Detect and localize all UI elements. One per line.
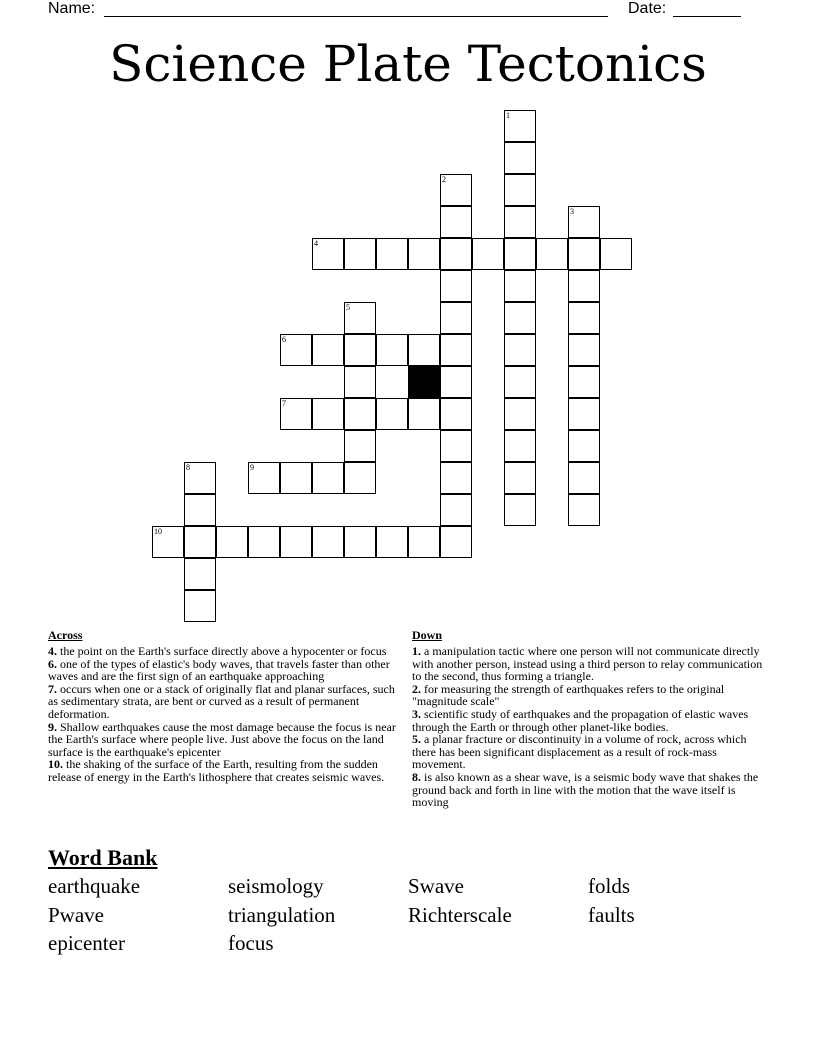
crossword-cell[interactable] xyxy=(504,398,536,430)
across-heading: Across xyxy=(48,628,83,642)
across-clue xyxy=(48,658,400,683)
crossword-cell[interactable] xyxy=(440,238,472,270)
crossword-cell[interactable] xyxy=(568,206,600,238)
clue-number-label: 10. xyxy=(48,757,63,772)
crossword-cell[interactable] xyxy=(504,206,536,238)
crossword-cell[interactable] xyxy=(536,238,568,270)
crossword-cell[interactable] xyxy=(568,494,600,526)
crossword-cell[interactable] xyxy=(504,366,536,398)
crossword-cell[interactable] xyxy=(280,398,312,430)
crossword-cell[interactable] xyxy=(280,526,312,558)
crossword-cell[interactable] xyxy=(312,462,344,494)
crossword-cell[interactable] xyxy=(408,526,440,558)
word-bank-word: Swave xyxy=(408,874,464,898)
crossword-cell[interactable] xyxy=(504,238,536,270)
crossword-cell[interactable] xyxy=(504,174,536,206)
word-bank-word: earthquake xyxy=(48,874,141,898)
crossword-cell[interactable] xyxy=(408,398,440,430)
date-label: Date: xyxy=(628,0,667,17)
crossword-cell[interactable] xyxy=(568,398,600,430)
crossword-cell[interactable] xyxy=(568,238,600,270)
clue-number-label: 6. xyxy=(48,656,57,671)
crossword-cell[interactable] xyxy=(600,238,632,270)
crossword-cell[interactable] xyxy=(440,334,472,366)
word-bank-word: triangulation xyxy=(228,902,336,927)
crossword-cell[interactable] xyxy=(344,366,376,398)
word-bank-word: Pwave xyxy=(48,902,104,927)
crossword-cell[interactable] xyxy=(568,334,600,366)
crossword-cell[interactable] xyxy=(472,238,504,270)
crossword-cell[interactable] xyxy=(440,206,472,238)
crossword-cell[interactable] xyxy=(504,142,536,174)
crossword-cell[interactable] xyxy=(504,462,536,494)
word-bank-word: focus xyxy=(228,931,274,955)
word-bank-list xyxy=(48,872,768,958)
crossword-cell[interactable] xyxy=(504,270,536,302)
crossword-black-cell xyxy=(408,366,440,398)
crossword-cell[interactable] xyxy=(312,334,344,366)
clue-number-label: 5. xyxy=(412,732,421,747)
across-clue-list xyxy=(48,645,400,784)
crossword-cell[interactable] xyxy=(376,334,408,366)
crossword-cell[interactable] xyxy=(440,366,472,398)
word-bank-word: seismology xyxy=(228,874,324,898)
clue-number: 2 xyxy=(442,175,446,184)
crossword-cell[interactable] xyxy=(568,270,600,302)
down-clue xyxy=(412,733,772,771)
clue-number: 6 xyxy=(282,335,286,344)
crossword-cell[interactable] xyxy=(440,270,472,302)
crossword-cell[interactable] xyxy=(408,238,440,270)
word-bank-word: folds xyxy=(588,874,630,898)
clue-number: 4 xyxy=(314,239,318,248)
crossword-cell[interactable] xyxy=(568,302,600,334)
across-clue xyxy=(48,721,400,759)
crossword-cell[interactable] xyxy=(408,334,440,366)
crossword-cell[interactable] xyxy=(440,494,472,526)
crossword-cell[interactable] xyxy=(376,526,408,558)
crossword-cell[interactable] xyxy=(504,494,536,526)
crossword-cell[interactable] xyxy=(184,494,216,526)
clue-text: occurs when one or a stack of originally flat and planar surfaces, such as sedimentary strata, are bent or curved as a result of permanent deformation. xyxy=(48,681,395,721)
clue-text: the point on the Earth's surface directly above a hypocenter or focus xyxy=(57,644,387,658)
clue-text: for measuring the strength of earthquakes refers to the original "magnitude scale" xyxy=(412,681,725,709)
crossword-cell[interactable] xyxy=(568,462,600,494)
clue-text: is also known as a shear wave, is a seismic body wave that shakes the ground back and forth in line with the motion that the wave itself is moving xyxy=(412,769,759,810)
clue-number: 9 xyxy=(250,463,254,472)
crossword-cell[interactable] xyxy=(344,334,376,366)
crossword-cell[interactable] xyxy=(344,430,376,462)
word-bank-word: Richterscale xyxy=(408,902,512,927)
down-heading: Down xyxy=(412,628,443,642)
clue-number-label: 9. xyxy=(48,719,57,734)
clue-text: the shaking of the surface of the Earth, resulting from the sudden release of energy in the Earth's lithosphere that creates seismic waves. xyxy=(48,757,385,784)
clue-text: scientific study of earthquakes and the propagation of elastic waves through the Earth or through other planet-like bodies. xyxy=(412,706,749,734)
crossword-cell[interactable] xyxy=(440,174,472,206)
crossword-cell[interactable] xyxy=(152,526,184,558)
crossword-cell[interactable] xyxy=(344,526,376,558)
crossword-cell[interactable] xyxy=(504,430,536,462)
crossword-cell[interactable] xyxy=(184,462,216,494)
crossword-cell[interactable] xyxy=(312,238,344,270)
down-clue xyxy=(412,771,772,809)
clue-number-label: 1. xyxy=(412,644,421,658)
crossword-cell[interactable] xyxy=(248,526,280,558)
crossword-cell[interactable] xyxy=(568,366,600,398)
clue-number: 5 xyxy=(346,303,350,312)
crossword-cell[interactable] xyxy=(568,430,600,462)
page-title: Science Plate Tectonics xyxy=(109,35,707,93)
crossword-cell[interactable] xyxy=(376,238,408,270)
crossword-cell[interactable] xyxy=(344,462,376,494)
crossword-cell[interactable] xyxy=(216,526,248,558)
word-bank-word: faults xyxy=(588,902,635,927)
clue-number-label: 8. xyxy=(412,769,421,784)
clue-number: 3 xyxy=(570,207,574,216)
crossword-cell[interactable] xyxy=(248,462,280,494)
clue-text: a manipulation tactic where one person will not communicate directly with another person, instead using a third person to relay communication to the second, thus forming a triangle. xyxy=(412,644,763,684)
crossword-cell[interactable] xyxy=(344,398,376,430)
crossword-cell[interactable] xyxy=(504,334,536,366)
across-clue xyxy=(48,758,400,783)
across-clues xyxy=(48,628,400,784)
crossword-cell[interactable] xyxy=(440,398,472,430)
clue-text: a planar fracture or discontinuity in a volume of rock, across which there has been significant displacement as a result of rock-mass movement. xyxy=(412,732,747,772)
crossword-cell[interactable] xyxy=(312,398,344,430)
clue-number: 10 xyxy=(154,527,162,536)
crossword-cell[interactable] xyxy=(440,302,472,334)
crossword-cell[interactable] xyxy=(344,302,376,334)
clue-number: 1 xyxy=(506,111,510,120)
crossword-cell[interactable] xyxy=(184,590,216,622)
clue-number-label: 7. xyxy=(48,681,57,696)
down-clue xyxy=(412,708,772,733)
across-clue xyxy=(48,683,400,721)
crossword-cell[interactable] xyxy=(280,334,312,366)
crossword-cell[interactable] xyxy=(504,110,536,142)
crossword-cell[interactable] xyxy=(184,558,216,590)
crossword-cell[interactable] xyxy=(280,462,312,494)
name-label: Name: xyxy=(48,0,96,17)
crossword-cell[interactable] xyxy=(440,526,472,558)
crossword-cell[interactable] xyxy=(504,302,536,334)
crossword-cell[interactable] xyxy=(184,526,216,558)
clue-text: one of the types of elastic's body waves, that travels faster than other waves and are the first sign of an earthquake approaching xyxy=(48,656,390,684)
clue-number-label: 2. xyxy=(412,681,421,696)
crossword-cell[interactable] xyxy=(344,238,376,270)
word-bank xyxy=(48,844,768,958)
clue-number: 8 xyxy=(186,463,190,472)
crossword-cell[interactable] xyxy=(376,398,408,430)
down-clue xyxy=(412,683,772,708)
crossword-cell[interactable] xyxy=(312,526,344,558)
crossword-cell[interactable] xyxy=(440,430,472,462)
word-bank-heading: Word Bank xyxy=(48,845,158,870)
clue-number: 7 xyxy=(282,399,286,408)
down-clue-list xyxy=(412,645,772,809)
word-bank-word: epicenter xyxy=(48,931,125,955)
clue-text: Shallow earthquakes cause the most damage because the focus is near the Earth's surface where people live. Just above the focus on the land surface is the earthquake's epicenter xyxy=(48,719,396,759)
crossword-cell[interactable] xyxy=(440,462,472,494)
clue-number-label: 3. xyxy=(412,706,421,721)
down-clues xyxy=(412,628,772,809)
clue-number-label: 4. xyxy=(48,644,57,658)
down-clue xyxy=(412,645,772,683)
